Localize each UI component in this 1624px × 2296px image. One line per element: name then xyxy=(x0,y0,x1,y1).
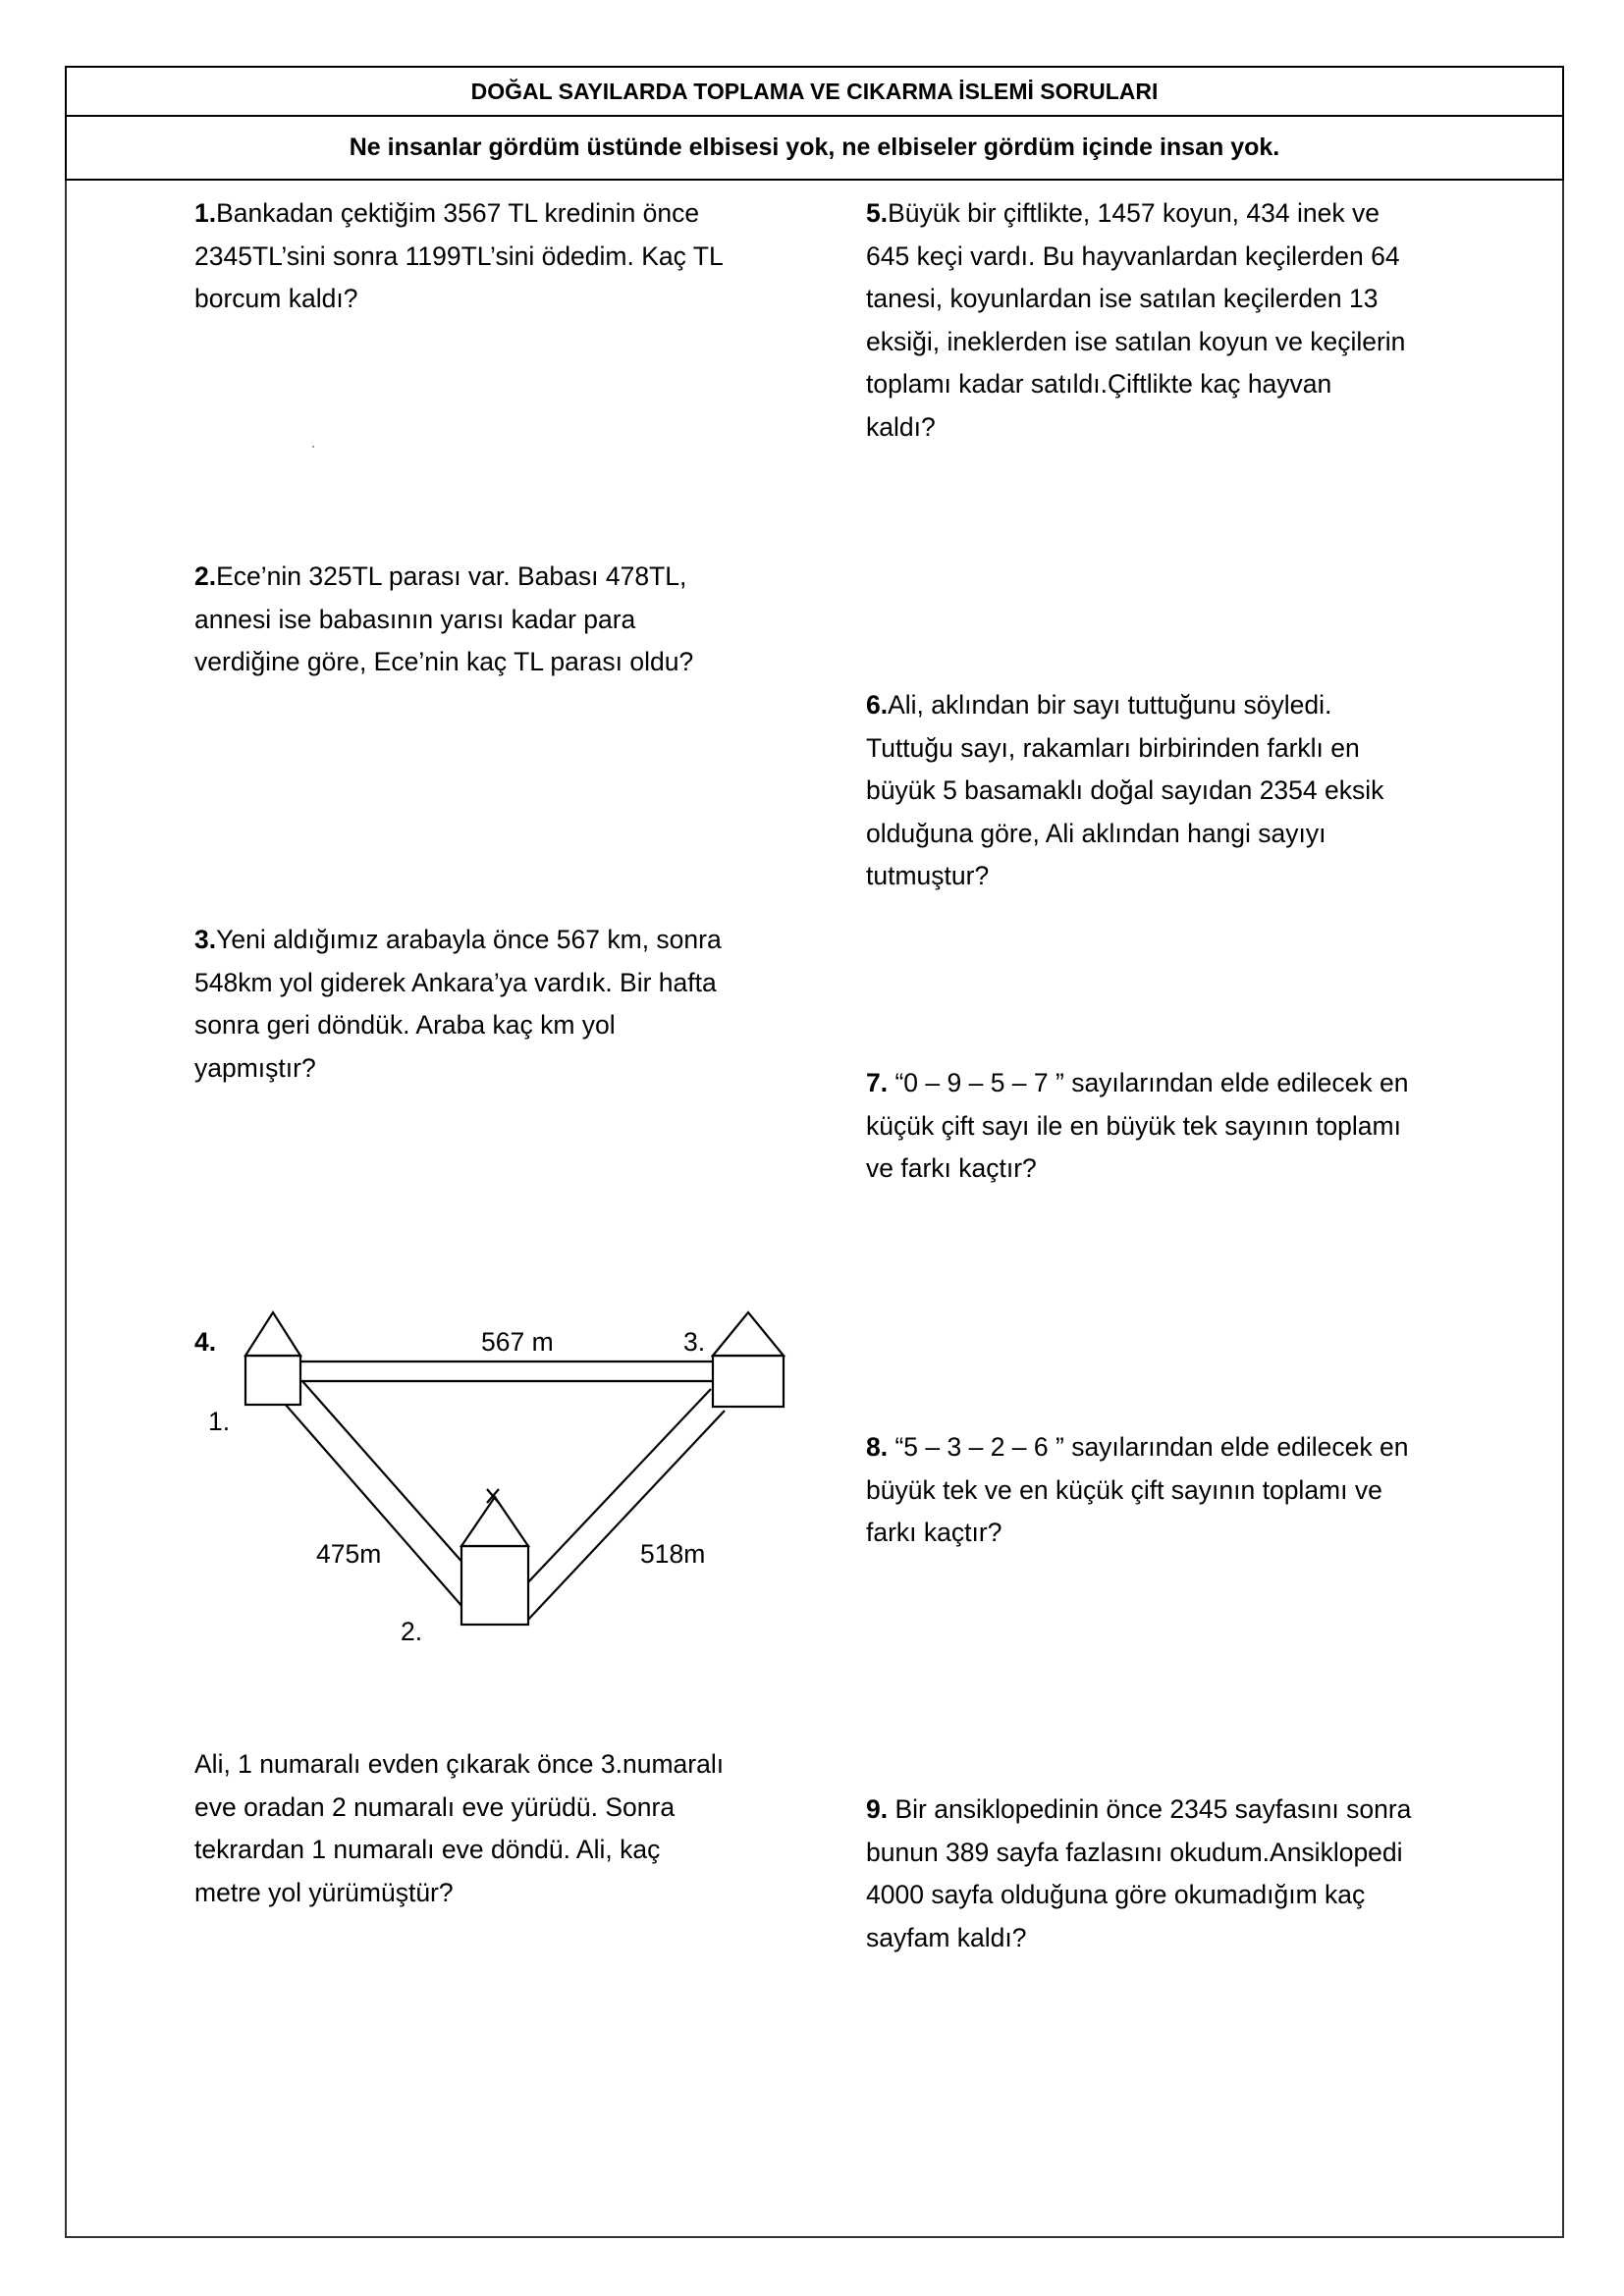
house-2-body xyxy=(461,1546,528,1625)
road-right-edge xyxy=(526,1411,725,1622)
question-text: Büyük bir çiftlikte, 1457 koyun, 434 inek ve xyxy=(888,198,1380,228)
question-line: verdiğine göre, Ece’nin kaç TL parası oldu? xyxy=(194,647,694,676)
house-3-label: 3. xyxy=(683,1327,706,1357)
question-line: borcum kaldı? xyxy=(194,284,358,313)
worksheet-title: DOĞAL SAYILARDA TOPLAMA VE CIKARMA İSLEMİ SORULARI xyxy=(65,66,1564,117)
question-2 xyxy=(194,556,784,684)
question-line: tutmuştur? xyxy=(866,861,990,890)
question-line: kaldı? xyxy=(866,411,936,442)
question-line: 2345TL’sini sonra 1199TL’sini ödedim. Kaç TL xyxy=(194,240,724,271)
question-number: 1. xyxy=(194,198,217,228)
question-line: Tuttuğu sayı, rakamları birbirinden farklı en xyxy=(866,732,1360,763)
question-8 xyxy=(866,1426,1475,1555)
question-line: sayfam kaldı? xyxy=(866,1922,1027,1952)
question-number: 8. xyxy=(866,1432,889,1462)
question-line: eksiği, ineklerden ise satılan koyun ve keçilerin xyxy=(866,326,1406,356)
house-1-roof xyxy=(245,1312,300,1356)
question-text: Ece’nin 325TL parası var. Babası 478TL, xyxy=(216,561,687,591)
question-number: 9. xyxy=(866,1794,889,1824)
question-line xyxy=(866,1426,1475,1469)
question-number: 7. xyxy=(866,1068,889,1097)
left-distance-label: 475m xyxy=(316,1539,382,1569)
house-1-label: 1. xyxy=(208,1407,231,1436)
question-number: 5. xyxy=(866,198,889,228)
question-line: annesi ise babasının yarısı kadar para xyxy=(194,604,636,634)
question-9 xyxy=(866,1789,1475,1959)
question-number: 2. xyxy=(194,561,217,591)
question-line xyxy=(866,192,1475,236)
question-line: sonra geri döndük. Araba kaç km yol xyxy=(194,1010,616,1040)
question-text: “0 – 9 – 5 – 7 ” sayılarından elde edilecek en xyxy=(888,1068,1409,1097)
question-line: olduğuna göre, Ali aklından hangi sayıyı xyxy=(866,818,1326,848)
question-line xyxy=(866,684,1475,727)
house-3-roof xyxy=(713,1312,784,1356)
houses-diagram xyxy=(187,1301,815,1654)
question-line: 4000 sayfa olduğuna göre okumadığım kaç xyxy=(866,1880,1366,1909)
worksheet-quote: Ne insanlar gördüm üstünde elbisesi yok, ne elbiseler gördüm içinde insan yok. xyxy=(65,115,1564,181)
question-line: 548km yol giderek Ankara’ya vardık. Bir hafta xyxy=(194,967,717,997)
question-text: Bankadan çektiğim 3567 TL kredinin önce xyxy=(216,198,700,228)
question-text: Yeni aldığımız arabayla önce 567 km, sonra xyxy=(216,925,722,954)
question-6 xyxy=(866,684,1475,898)
question-text: Bir ansiklopedinin önce 2345 sayfasını sonra xyxy=(888,1794,1412,1824)
question-line: 645 keçi vardı. Bu hayvanlardan keçilerden 64 xyxy=(866,240,1400,271)
question-line xyxy=(866,1789,1475,1832)
question-7 xyxy=(866,1062,1475,1191)
house-1-body xyxy=(245,1356,300,1405)
question-line xyxy=(866,1062,1475,1105)
question-line: tanesi, koyunlardan ise satılan keçilerden 13 xyxy=(866,284,1379,313)
question-line xyxy=(194,919,784,962)
stray-dot xyxy=(312,446,314,448)
top-distance-label: 567 m xyxy=(481,1327,554,1357)
question-line: bunun 389 sayfa fazlasını okudum.Ansiklopedi xyxy=(866,1837,1403,1867)
question-line: büyük 5 basamaklı doğal sayıdan 2354 eksik xyxy=(866,775,1384,805)
question-text: “5 – 3 – 2 – 6 ” sayılarından elde edilecek en xyxy=(888,1432,1409,1462)
road-left-edge xyxy=(285,1404,463,1608)
right-distance-label: 518m xyxy=(640,1539,706,1569)
question-line: yapmıştır? xyxy=(194,1052,316,1083)
question-line: toplamı kadar satıldı.Çiftlikte kaç hayvan xyxy=(866,369,1332,399)
house-3-body xyxy=(713,1356,784,1407)
question-line xyxy=(194,192,784,236)
question-line: farkı kaçtır? xyxy=(866,1518,1002,1547)
question-text: Ali, aklından bir sayı tuttuğunu söyledi. xyxy=(888,690,1332,720)
question-4-text xyxy=(194,1743,784,1914)
house-2-label: 2. xyxy=(401,1617,423,1646)
question-line: Ali, 1 numaralı evden çıkarak önce 3.numaralı xyxy=(194,1749,725,1779)
question-line: eve oradan 2 numaralı eve yürüdü. Sonra xyxy=(194,1791,676,1822)
question-number: 6. xyxy=(866,690,889,720)
question-line: ve farkı kaçtır? xyxy=(866,1153,1037,1183)
question-3 xyxy=(194,919,784,1090)
question-line: metre yol yürümüştür? xyxy=(194,1877,454,1907)
question-line: büyük tek ve en küçük çift sayının toplamı ve xyxy=(866,1474,1382,1505)
question-line: küçük çift sayı ile en büyük tek sayının toplamı xyxy=(866,1110,1401,1141)
question-1 xyxy=(194,192,784,321)
question-number: 3. xyxy=(194,925,217,954)
question-line xyxy=(194,556,784,599)
house-2-roof xyxy=(461,1497,528,1546)
question-line: tekrardan 1 numaralı eve döndü. Ali, kaç xyxy=(194,1835,661,1864)
question-number: 4. xyxy=(194,1327,217,1357)
road-left-edge xyxy=(302,1381,465,1566)
question-5 xyxy=(866,192,1475,449)
